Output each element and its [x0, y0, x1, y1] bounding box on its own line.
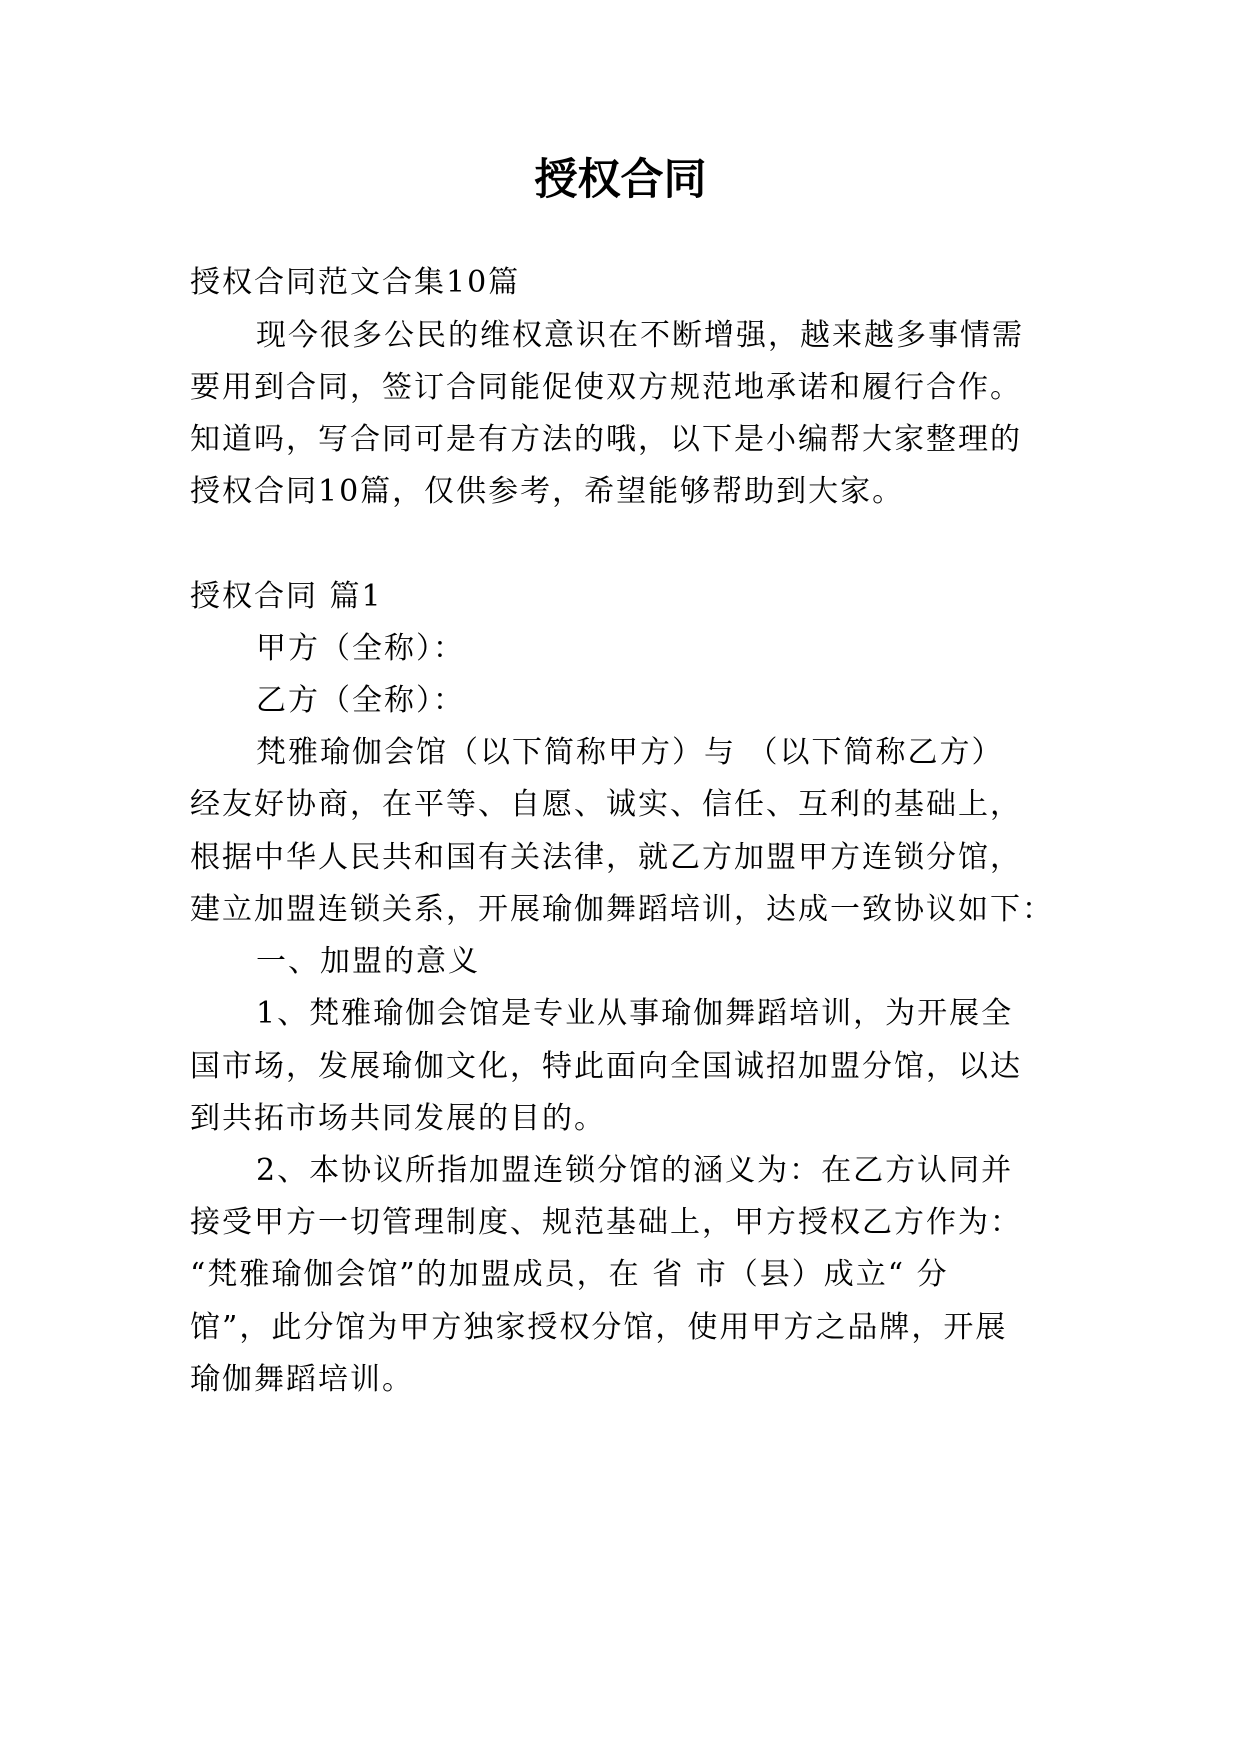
clause2-line: 馆”，此分馆为甲方独家授权分馆，使用甲方之品牌，开展: [190, 1310, 1008, 1345]
party-b-line: 乙方（全称）：: [256, 683, 465, 718]
document-title: 授权合同: [534, 155, 707, 205]
clause2-line: 瑜伽舞蹈培训。: [190, 1362, 414, 1397]
preamble-line: 经友好协商，在平等、自愿、诚实、信任、互利的基础上，: [190, 787, 1022, 822]
clause1-line: 1、梵雅瑜伽会馆是专业从事瑜伽舞蹈培训，为开展全: [256, 996, 1014, 1031]
clause-heading: 一、加盟的意义: [256, 944, 480, 979]
clause2-line: 接受甲方一切管理制度、规范基础上，甲方授权乙方作为：: [190, 1205, 1022, 1240]
preamble-line: 根据中华人民共和国有关法律，就乙方加盟甲方连锁分馆，: [190, 840, 1022, 875]
document-subtitle: 授权合同范文合集10篇: [190, 265, 521, 300]
preamble-line: 建立加盟连锁关系，开展瑜伽舞蹈培训，达成一致协议如下：: [190, 892, 1054, 927]
intro-line: 现今很多公民的维权意识在不断增强，越来越多事情需: [256, 318, 1024, 353]
intro-line: 知道吗，写合同可是有方法的哦，以下是小编帮大家整理的: [190, 422, 1022, 457]
intro-line: 授权合同10篇，仅供参考，希望能够帮助到大家。: [190, 474, 905, 509]
intro-line: 要用到合同，签订合同能促使双方规范地承诺和履行合作。: [190, 370, 1022, 405]
preamble-line: 梵雅瑜伽会馆（以下简称甲方）与 （以下简称乙方）: [256, 735, 1004, 770]
party-a-line: 甲方（全称）：: [256, 631, 465, 666]
clause2-line: 2、本协议所指加盟连锁分馆的涵义为：在乙方认同并: [256, 1153, 1014, 1188]
section-heading: 授权合同 篇1: [190, 579, 383, 614]
clause1-line: 到共拓市场共同发展的目的。: [190, 1101, 606, 1136]
clause1-line: 国市场，发展瑜伽文化，特此面向全国诚招加盟分馆，以达: [190, 1049, 1022, 1084]
clause2-line: “梵雅瑜伽会馆”的加盟成员，在 省 市（县）成立“ 分: [190, 1257, 949, 1292]
